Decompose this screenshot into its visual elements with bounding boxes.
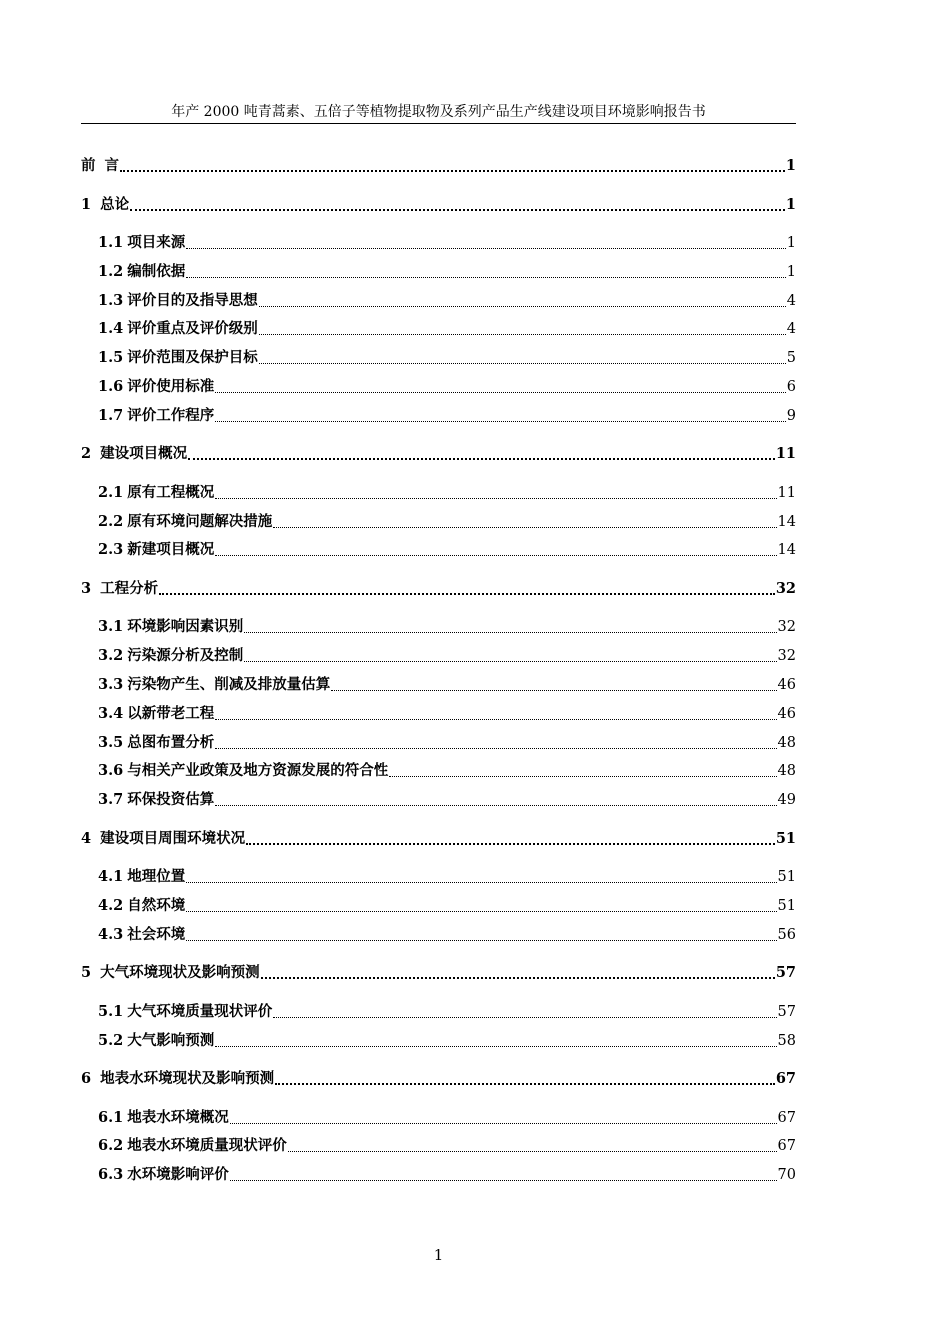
toc-entry-number: 3.6 xyxy=(98,762,124,780)
toc-entry-page: 1 xyxy=(786,263,796,280)
toc-entry-page: 11 xyxy=(777,484,796,501)
toc-dot-leader xyxy=(215,719,776,720)
toc-dot-leader xyxy=(259,334,786,335)
toc-entry-title: 环境影响因素识别 xyxy=(127,618,244,636)
toc-entry-title: 环保投资估算 xyxy=(127,791,215,809)
toc-entry-number: 1.5 xyxy=(98,349,124,367)
toc-entry-page: 57 xyxy=(777,1003,796,1020)
toc-entry-page: 11 xyxy=(775,445,796,463)
toc-entry-number: 2.3 xyxy=(98,541,124,559)
toc-dot-leader xyxy=(215,421,786,422)
toc-entry-number: 4.3 xyxy=(98,925,124,943)
toc-entry-page: 56 xyxy=(777,926,796,943)
toc-entry-page: 48 xyxy=(777,734,796,751)
toc-entry-title: 大气环境现状及影响预测 xyxy=(100,964,260,982)
toc-entry-number: 4.2 xyxy=(98,897,124,914)
toc-entry-page: 67 xyxy=(777,1138,796,1155)
toc-section-entry[interactable] xyxy=(81,759,796,781)
toc-section-entry[interactable] xyxy=(81,731,796,753)
toc-entry-number: 1.7 xyxy=(98,406,124,424)
toc-dot-leader xyxy=(261,977,775,979)
toc-entry-number: 1.6 xyxy=(98,378,124,395)
toc-section-entry[interactable] xyxy=(81,404,796,426)
toc-entry-title: 言 xyxy=(104,157,119,174)
toc-entry-title: 新建项目概况 xyxy=(127,541,215,559)
toc-dot-leader xyxy=(215,1046,776,1047)
toc-chapter-entry[interactable] xyxy=(81,577,796,599)
toc-chapter-entry[interactable] xyxy=(81,1067,796,1089)
page-number: 1 xyxy=(433,1246,444,1264)
toc-entry-title: 项目来源 xyxy=(127,234,186,251)
toc-chapter-entry[interactable] xyxy=(81,442,796,464)
toc-section-entry[interactable] xyxy=(81,865,796,887)
toc-entry-page: 5 xyxy=(786,350,796,367)
toc-section-entry[interactable] xyxy=(81,260,796,282)
toc-dot-leader xyxy=(288,1151,777,1152)
toc-entry-page: 67 xyxy=(775,1070,796,1088)
toc-entry-title: 总论 xyxy=(100,195,130,213)
toc-section-entry[interactable] xyxy=(81,673,796,695)
toc-entry-number: 4 xyxy=(81,829,92,847)
toc-dot-leader xyxy=(259,306,786,307)
toc-dot-leader xyxy=(246,843,775,845)
toc-entry-page: 57 xyxy=(775,964,796,982)
toc-entry-page: 51 xyxy=(777,869,796,886)
toc-entry-title: 编制依据 xyxy=(127,262,186,280)
toc-entry-page: 67 xyxy=(777,1109,796,1126)
toc-entry-title: 工程分析 xyxy=(100,579,159,597)
toc-section-entry[interactable] xyxy=(81,317,796,339)
toc-entry-page: 32 xyxy=(777,648,796,665)
toc-dot-leader xyxy=(273,527,776,528)
toc-entry-number: 6 xyxy=(81,1070,92,1088)
toc-dot-leader xyxy=(186,882,776,883)
toc-dot-leader xyxy=(215,555,776,556)
toc-section-entry[interactable] xyxy=(81,894,796,916)
toc-entry-title: 与相关产业政策及地方资源发展的符合性 xyxy=(127,762,389,780)
toc-dot-leader xyxy=(230,1180,777,1181)
toc-entry-number: 2.1 xyxy=(98,483,124,501)
toc-dot-leader xyxy=(244,661,776,662)
toc-dot-leader xyxy=(186,248,786,249)
toc-dot-leader xyxy=(159,593,775,595)
toc-dot-leader xyxy=(275,1083,775,1085)
toc-entry-page: 48 xyxy=(777,763,796,780)
toc-entry-page: 1 xyxy=(786,235,796,251)
toc-chapter-entry[interactable] xyxy=(81,827,796,849)
toc-dot-leader xyxy=(244,632,776,633)
toc-entry-title: 污染物产生、削减及排放量估算 xyxy=(127,676,331,693)
toc-entry-page: 4 xyxy=(786,292,796,309)
toc-entry-number: 6.1 xyxy=(98,1108,124,1126)
toc-entry-number: 3.3 xyxy=(98,676,124,693)
toc-entry-page: 32 xyxy=(777,619,796,636)
toc-section-entry[interactable] xyxy=(81,702,796,724)
toc-entry-number: 1.3 xyxy=(98,291,124,309)
toc-entry-title: 评价目的及指导思想 xyxy=(127,291,258,309)
toc-dot-leader xyxy=(273,1017,776,1018)
toc-entry-page: 1 xyxy=(785,195,796,213)
toc-entry-title: 原有工程概况 xyxy=(127,483,215,501)
toc-entry-number: 6.2 xyxy=(98,1137,124,1155)
toc-section-entry[interactable] xyxy=(81,1029,796,1051)
toc-chapter-entry[interactable] xyxy=(81,193,796,215)
toc-dot-leader xyxy=(215,498,776,499)
toc-section-entry[interactable] xyxy=(81,289,796,311)
toc-entry-number: 2 xyxy=(81,445,92,463)
toc-section-entry[interactable] xyxy=(81,481,796,503)
toc-dot-leader xyxy=(215,748,776,749)
toc-entry-number: 5.1 xyxy=(98,1002,124,1020)
toc-entry-title: 自然环境 xyxy=(127,897,186,914)
toc-entry-title: 水环境影响评价 xyxy=(127,1166,229,1184)
toc-entry-page: 70 xyxy=(777,1167,796,1184)
toc-entry-title: 社会环境 xyxy=(127,925,186,943)
toc-entry-page: 51 xyxy=(777,898,796,914)
toc-entry-number: 3.7 xyxy=(98,791,124,809)
toc-entry-title: 总图布置分析 xyxy=(127,733,215,751)
toc-entry-page: 14 xyxy=(777,513,796,530)
toc-section-entry[interactable] xyxy=(81,1106,796,1128)
toc-dot-leader xyxy=(130,209,785,211)
toc-section-entry[interactable] xyxy=(81,346,796,368)
toc-section-entry[interactable] xyxy=(81,923,796,945)
toc-section-entry[interactable] xyxy=(81,1134,796,1156)
toc-entry-title: 评价使用标准 xyxy=(127,378,215,395)
toc-dot-leader xyxy=(230,1123,777,1124)
toc-dot-leader xyxy=(389,776,776,777)
toc-section-entry[interactable] xyxy=(81,510,796,532)
toc-entry-number: 1.1 xyxy=(98,234,124,251)
toc-entry-number: 3.4 xyxy=(98,704,124,722)
running-header: 年产 2000 吨青蒿素、五倍子等植物提取物及系列产品生产线建设项目环境影响报告书 xyxy=(171,104,706,120)
toc-section-entry[interactable] xyxy=(81,375,796,397)
toc-entry-title: 原有环境问题解决措施 xyxy=(127,512,273,530)
toc-entry-number: 3.2 xyxy=(98,647,124,665)
toc-entry-page: 1 xyxy=(785,157,796,174)
toc-entry-title: 污染源分析及控制 xyxy=(127,647,244,665)
toc-section-entry[interactable] xyxy=(81,644,796,666)
toc-entry-title: 地表水环境现状及影响预测 xyxy=(100,1070,275,1088)
toc-dot-leader xyxy=(120,170,785,172)
toc-entry-title: 建设项目周围环境状况 xyxy=(100,829,246,847)
toc-dot-leader xyxy=(186,911,776,912)
toc-entry-number: 6.3 xyxy=(98,1166,124,1184)
toc-entry-number: 3 xyxy=(81,579,92,597)
header-rule xyxy=(81,123,796,124)
toc-entry-page: 6 xyxy=(786,379,796,395)
toc-entry-title: 地表水环境概况 xyxy=(127,1108,229,1126)
toc-entry-number: 3.5 xyxy=(98,733,124,751)
toc-entry-title: 地理位置 xyxy=(127,868,186,886)
toc-dot-leader xyxy=(186,940,776,941)
toc-entry-number: 1.2 xyxy=(98,262,124,280)
toc-chapter-entry[interactable] xyxy=(81,961,796,983)
toc-entry-title: 地表水环境质量现状评价 xyxy=(127,1137,287,1155)
toc-dot-leader xyxy=(259,363,786,364)
toc-section-entry[interactable] xyxy=(81,231,796,253)
toc-entry-page: 4 xyxy=(786,321,796,338)
toc-section-entry[interactable] xyxy=(81,1000,796,1022)
toc-entry-number: 5.2 xyxy=(98,1031,124,1049)
toc-entry-title: 以新带老工程 xyxy=(127,704,215,722)
toc-entry-title: 大气环境质量现状评价 xyxy=(127,1002,273,1020)
toc-entry-title: 评价范围及保护目标 xyxy=(127,349,258,367)
toc-dot-leader xyxy=(215,805,776,806)
toc-entry-number: 4.1 xyxy=(98,868,124,886)
toc-entry-number: 前 xyxy=(81,157,96,174)
toc-entry-page: 51 xyxy=(775,829,796,847)
toc-entry-page: 14 xyxy=(777,542,796,559)
toc-entry-title: 建设项目概况 xyxy=(100,445,188,463)
toc-section-entry[interactable] xyxy=(81,788,796,810)
toc-entry-title: 评价工作程序 xyxy=(127,406,215,424)
toc-entry-page: 46 xyxy=(777,677,796,693)
toc-section-entry[interactable] xyxy=(81,538,796,560)
toc-entry-title: 大气影响预测 xyxy=(127,1031,215,1049)
toc-entry-page: 46 xyxy=(777,705,796,722)
toc-entry-number: 2.2 xyxy=(98,512,124,530)
toc-entry-page: 49 xyxy=(777,792,796,809)
toc-entry-title: 评价重点及评价级别 xyxy=(127,320,258,338)
toc-entry-number: 1 xyxy=(81,195,92,213)
toc-section-entry[interactable] xyxy=(81,615,796,637)
toc-entry-number: 3.1 xyxy=(98,618,124,636)
toc-entry-number: 1.4 xyxy=(98,320,124,338)
toc-dot-leader xyxy=(186,277,786,278)
toc-entry-page: 58 xyxy=(777,1032,796,1049)
toc-entry-page: 9 xyxy=(786,407,796,424)
toc-entry-number: 5 xyxy=(81,964,92,982)
toc-section-entry[interactable] xyxy=(81,1163,796,1185)
toc-entry-page: 32 xyxy=(775,579,796,597)
toc-dot-leader xyxy=(331,690,776,691)
toc-dot-leader xyxy=(188,458,775,460)
toc-chapter-entry[interactable] xyxy=(81,154,796,176)
toc-dot-leader xyxy=(215,392,786,393)
